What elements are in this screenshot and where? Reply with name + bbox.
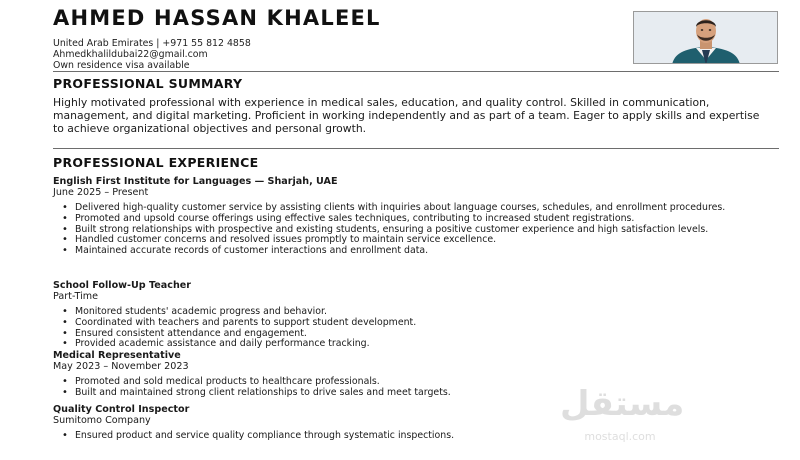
job-entry [53,176,773,257]
profile-photo-image [634,12,778,64]
job-bullets [53,203,773,257]
job-bullets [53,307,773,350]
job-company: Sumitomo Company [53,415,151,426]
job-bullet: • Maintained accurate records of customer interactions and enrollment data. [75,246,773,257]
summary-heading: PROFESSIONAL SUMMARY [53,76,243,91]
job-bullet: • Delivered high-quality customer service by assisting clients with inquiries about language courses, schedules, and enrollment procedures. [75,203,773,214]
job-bullet: • Coordinated with teachers and parents to support student development. [75,318,773,329]
job-entry [53,280,773,350]
job-bullet: • Promoted and upsold course offerings using effective sales techniques, contributing to increased student registrations. [75,214,773,225]
email-address[interactable]: Ahmedkhalildubai22@gmail.com [53,49,208,60]
job-bullet: • Built and maintained strong client relationships to drive sales and meet targets. [75,388,773,399]
profile-photo [633,11,778,64]
job-dates: May 2023 – November 2023 [53,361,189,372]
contact-block [53,38,251,71]
residence-status: Own residence visa available [53,60,190,71]
job-bullet: • Promoted and sold medical products to healthcare professionals. [75,377,773,388]
job-bullet: • Ensured product and service quality compliance through systematic inspections. [75,431,773,442]
job-bullet: • Handled customer concerns and resolved issues promptly to maintain service excellence. [75,235,773,246]
watermark-logo-text: مستقل [560,384,685,424]
experience-heading: PROFESSIONAL EXPERIENCE [53,155,259,170]
job-title: School Follow-Up Teacher [53,280,192,291]
job-bullet: • Provided academic assistance and daily performance tracking. [75,339,773,350]
job-bullet: • Monitored students' academic progress and behavior. [75,307,773,318]
watermark-url: mostaql.com [584,430,656,443]
job-bullet: • Ensured consistent attendance and engagement. [75,329,773,340]
mostaql-watermark [560,384,685,454]
job-type: Part-Time [53,291,98,302]
job-dates: June 2025 – Present [53,187,149,198]
location-phone: United Arab Emirates | +971 55 812 4858 [53,38,251,49]
header-divider [53,71,779,72]
job-title: Medical Representative [53,350,181,361]
job-title: Quality Control Inspector [53,404,190,415]
candidate-name: AHMED HASSAN KHALEEL [53,6,381,30]
summary-divider [53,148,779,149]
job-bullet: • Built strong relationships with prospective and existing students, ensuring a positive customer experience and high satisfaction levels. [75,225,773,236]
summary-text: Highly motivated professional with experience in medical sales, education, and quality control. Skilled in communication, management, and digital marketing. Proficient in working independently and as part of a team. Eager to apply skills and expertise to achieve organizational objectives and personal growth. [53,96,760,135]
job-title: English First Institute for Languages — Sharjah, UAE [53,176,338,187]
